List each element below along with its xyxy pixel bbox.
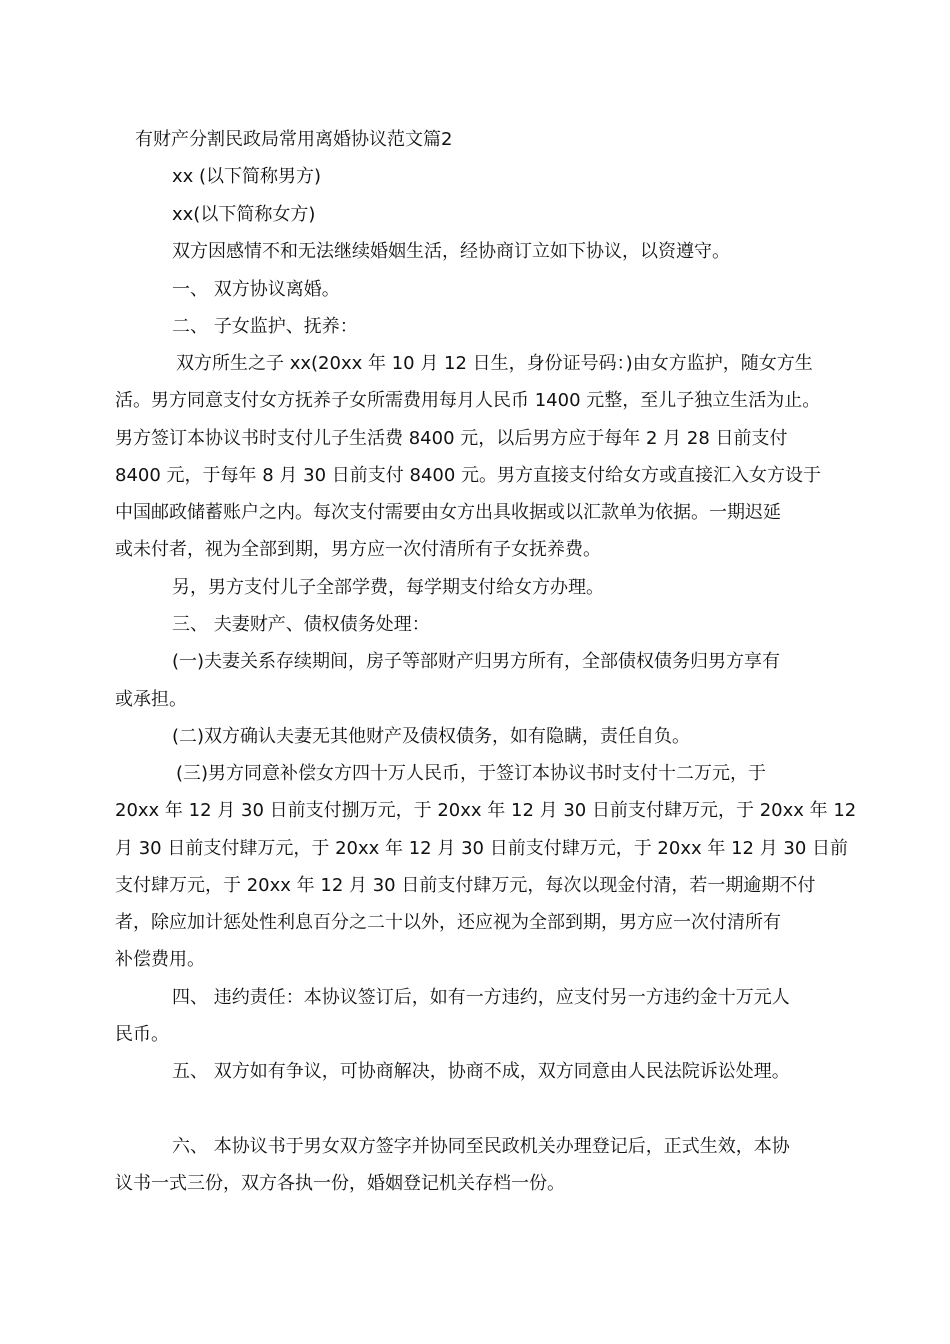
- clause-6-line: 议书一式三份，双方各执一份，婚姻登记机关存档一份。: [115, 1173, 565, 1194]
- clause-3-item-3-line: 20xx 年 12 月 30 日前支付捌万元，于 20xx 年 12 月 30 日前支付肆万元，于 20xx 年 12: [115, 800, 857, 821]
- party-female: xx(以下简称女方): [172, 204, 316, 225]
- clause-3-item-3-line: (三)男方同意补偿女方四十万人民币，于签订本协议书时支付十二万元，于: [176, 763, 767, 784]
- clause-1: 一、 双方协议离婚。: [172, 279, 340, 300]
- clause-2-paragraph-line: 或未付者，视为全部到期，男方应一次付清所有子女抚养费。: [115, 539, 601, 560]
- clause-2-paragraph-line: 男方签订本协议书时支付儿子生活费 8400 元，以后男方应于每年 2 月 28 日前支付: [115, 428, 788, 449]
- clause-3-item-3-line: 者，除应加计惩处性利息百分之二十以外，还应视为全部到期，男方应一次付清所有: [115, 912, 781, 933]
- clause-5: 五、 双方如有争议，可协商解决，协商不成，双方同意由人民法院诉讼处理。: [172, 1061, 790, 1082]
- clause-2-tuition: 另，男方支付儿子全部学费，每学期支付给女方办理。: [172, 577, 604, 598]
- intro-paragraph: 双方因感情不和无法继续婚姻生活，经协商订立如下协议，以资遵守。: [172, 241, 730, 262]
- clause-3-heading: 三、 夫妻财产、债权债务处理：: [172, 614, 430, 635]
- clause-2-paragraph-line: 活。男方同意支付女方抚养子女所需费用每月人民币 1400 元整，至儿子独立生活为止。: [115, 390, 821, 411]
- clause-6-line: 六、 本协议书于男女双方签字并协同至民政机关办理登记后，正式生效，本协: [172, 1136, 790, 1157]
- clause-2-paragraph-line: 双方所生之子 xx(20xx 年 10 月 12 日生，身份证号码：)由女方监护，随女方生: [176, 353, 813, 374]
- document-title: 有财产分割民政局常用离婚协议范文篇2: [135, 129, 453, 150]
- clause-2-heading: 二、 子女监护、抚养：: [172, 316, 358, 337]
- clause-4-line: 四、 违约责任：本协议签订后，如有一方违约，应支付另一方违约金十万元人: [172, 987, 790, 1008]
- clause-3-item-1-line: 或承担。: [115, 689, 187, 710]
- clause-3-item-1-line: (一)夫妻关系存续期间，房子等部财产归男方所有，全部债权债务归男方享有: [172, 651, 781, 672]
- party-male: xx (以下简称男方): [172, 166, 322, 187]
- clause-3-item-3-line: 补偿费用。: [115, 949, 205, 970]
- clause-3-item-2: (二)双方确认夫妻无其他财产及债权债务，如有隐瞒，责任自负。: [172, 726, 691, 747]
- clause-3-item-3-line: 支付肆万元，于 20xx 年 12 月 30 日前支付肆万元，每次以现金付清，若一期逾期不付: [115, 875, 816, 896]
- clause-4-line: 民币。: [115, 1024, 169, 1045]
- clause-3-item-3-line: 月 30 日前支付肆万元，于 20xx 年 12 月 30 日前支付肆万元，于 20xx 年 12 月 30 日前: [115, 838, 849, 859]
- clause-2-paragraph-line: 中国邮政储蓄账户之内。每次支付需要由女方出具收据或以汇款单为依据。一期迟延: [115, 502, 781, 523]
- clause-2-paragraph-line: 8400 元，于每年 8 月 30 日前支付 8400 元。男方直接支付给女方或直接汇入女方设于: [115, 465, 822, 486]
